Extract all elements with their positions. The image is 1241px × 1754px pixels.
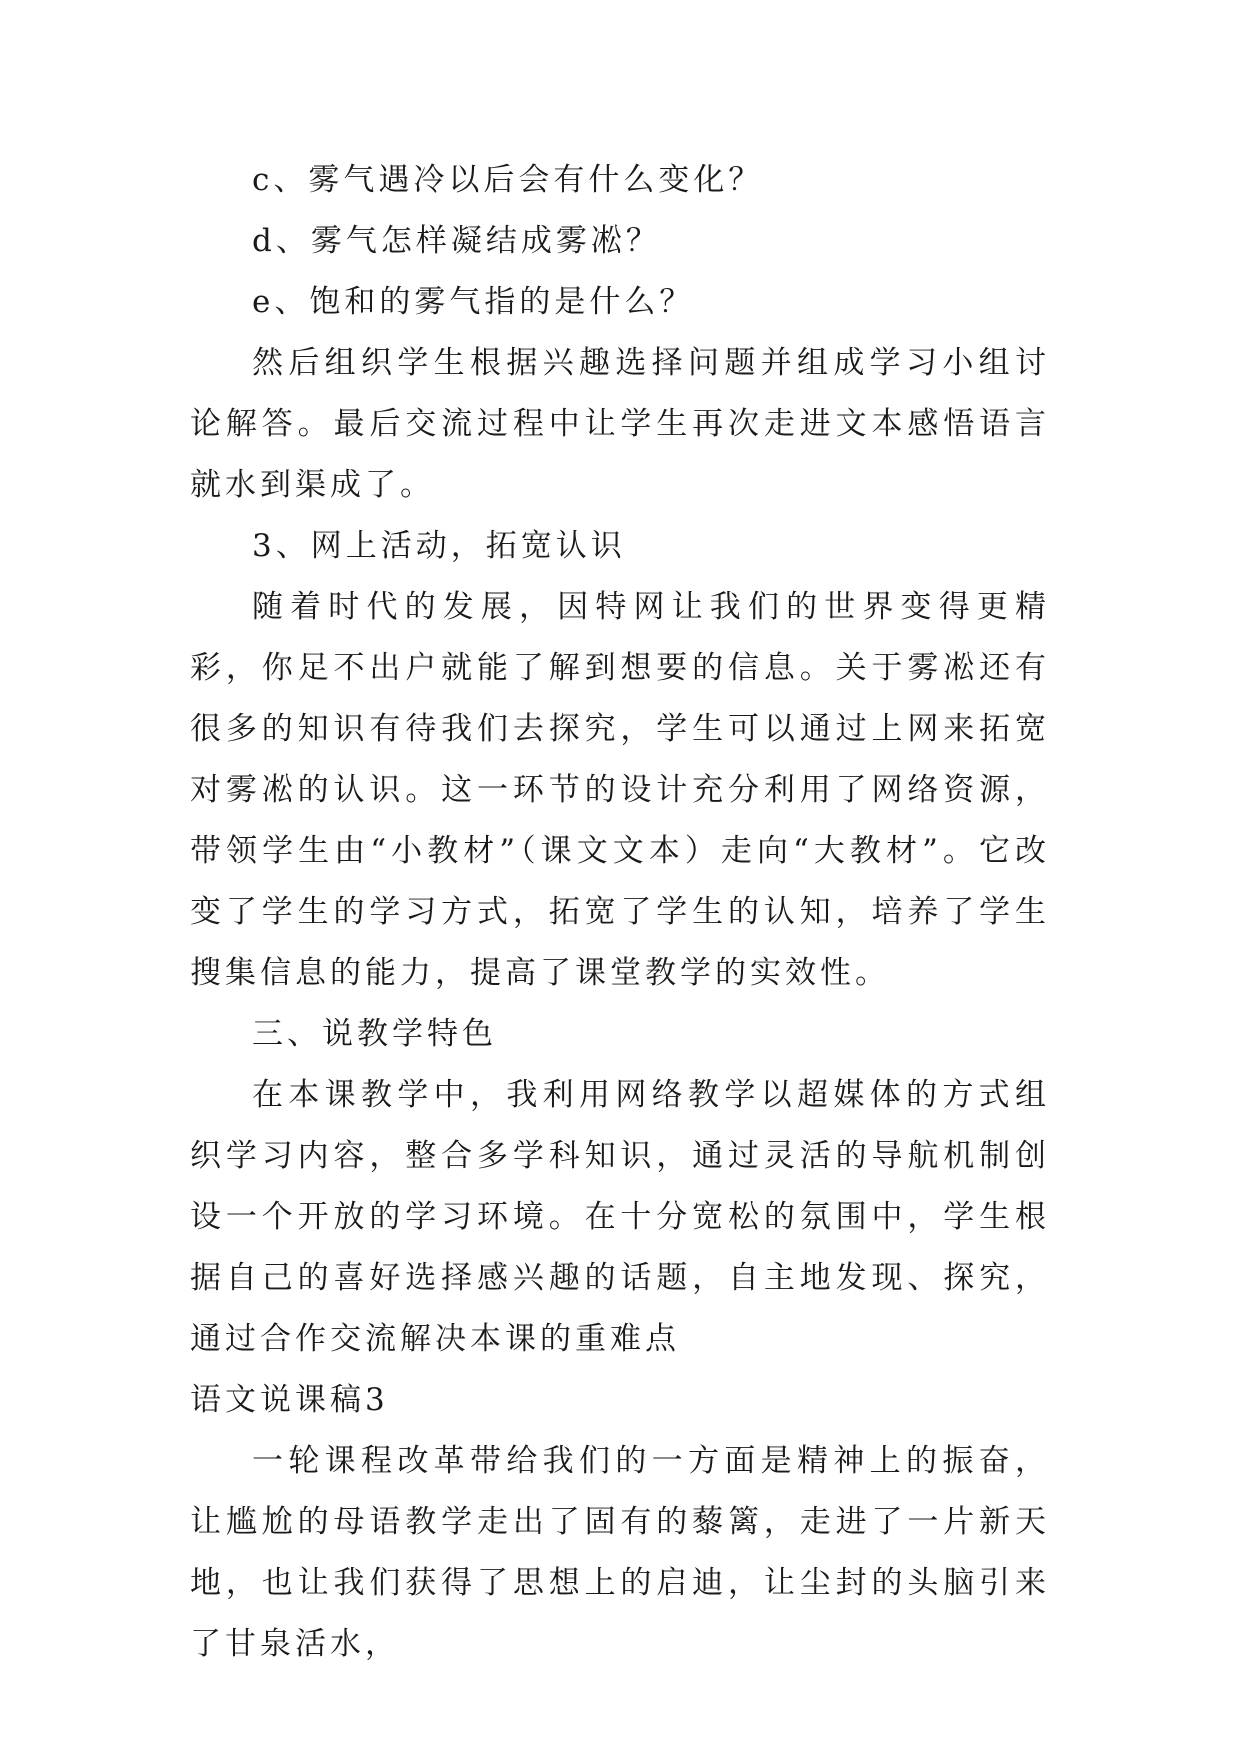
body-paragraph-discussion: 然后组织学生根据兴趣选择问题并组成学习小组讨论解答。最后交流过程中让学生再次走进文本感悟语言就水到渠成了。 <box>190 345 1050 503</box>
question-e: e、饱和的雾气指的是什么？ <box>252 284 695 320</box>
document-section-title: 语文说课稿3 <box>190 1382 389 1418</box>
question-d: d、雾气怎样凝结成雾凇？ <box>252 223 661 259</box>
body-paragraph-teaching-features: 在本课教学中，我利用网络教学以超媒体的方式组织学习内容，整合多学科知识，通过灵活的导航机制创设一个开放的学习环境。在十分宽松的氛围中，学生根据自己的喜好选择感兴趣的话题，自主地发现、探究，通过合作交流解决本课的重难点 <box>190 1077 1050 1357</box>
body-paragraph-curriculum-reform: 一轮课程改革带给我们的一方面是精神上的振奋，让尴尬的母语教学走出了固有的藜篱，走进了一片新天地，也让我们获得了思想上的启迪，让尘封的头脑引来了甘泉活水， <box>190 1443 1050 1662</box>
section-heading-teaching-features: 三、说教学特色 <box>252 1016 497 1052</box>
section-heading-online-activity: 3、网上活动，拓宽认识 <box>252 528 626 564</box>
document-body <box>190 150 1050 1675</box>
body-paragraph-internet: 随着时代的发展，因特网让我们的世界变得更精彩，你足不出户就能了解到想要的信息。关于雾凇还有很多的知识有待我们去探究，学生可以通过上网来拓宽对雾凇的认识。这一环节的设计充分利用了网络资源，带领学生由“小教材”（课文文本）走向“大教材”。它改变了学生的学习方式，拓宽了学生的认知，培养了学生搜集信息的能力，提高了课堂教学的实效性。 <box>190 589 1050 991</box>
question-c: c、雾气遇冷以后会有什么变化？ <box>252 162 764 198</box>
